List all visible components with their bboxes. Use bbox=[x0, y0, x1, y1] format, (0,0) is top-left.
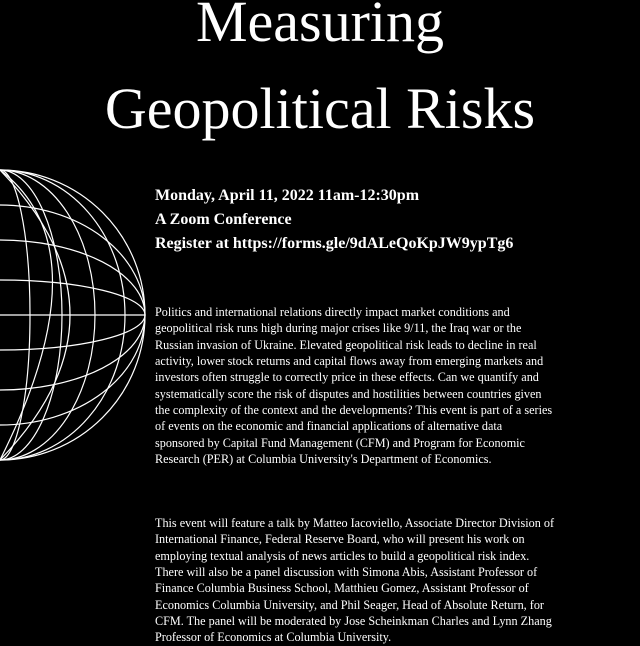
paragraph-line: This event will feature a talk by Matteo Iacoviello, Associate Director Division of bbox=[155, 516, 555, 530]
paragraph-line: geopolitical risk runs high during major crises like 9/11, the Iraq war or the bbox=[155, 321, 522, 336]
event-info bbox=[155, 184, 625, 256]
paragraph-line: Economics Columbia University, and Phil Seager, Head of Absolute Return, for bbox=[155, 597, 544, 612]
paragraph-line: sponsored by Capital Fund Management (CFM) and Program for Economic bbox=[155, 435, 525, 450]
paragraph-line: the complexity of the context and the developments? This event is part of a series bbox=[155, 403, 553, 418]
paragraph-line: Finance Columbia Business School, Matthieu Gomez, Assistant Professor of bbox=[155, 581, 529, 596]
title-line-1: Measuring bbox=[195, 0, 445, 54]
event-register-link[interactable]: Register at https://forms.gle/9dALeQoKpJW9ypTg6 bbox=[155, 235, 514, 252]
description-paragraph bbox=[155, 304, 627, 467]
event-date-time: Monday, April 11, 2022 11am-12:30pm bbox=[155, 187, 420, 204]
paragraph-line: activity, lower stock returns and capital flows away from emerging markets and bbox=[155, 354, 544, 369]
paragraph-line: Russian invasion of Ukraine. Elevated geopolitical risk leads to decline in real bbox=[155, 337, 537, 352]
title-line-2: Geopolitical Risks bbox=[104, 76, 536, 141]
paragraph-line: investors often struggle to correctly price in these effects. Can we quantify and bbox=[155, 370, 539, 385]
speakers-paragraph bbox=[155, 515, 627, 646]
paragraph-line: Research (PER) at Columbia University's Department of Economics. bbox=[155, 452, 492, 467]
paragraph-line: CFM. The panel will be moderated by Jose Scheinkman Charles and Lynn Zhang bbox=[155, 614, 552, 629]
paragraph-line: employing textual analysis of news articles to build a geopolitical risk index. bbox=[155, 548, 530, 563]
paragraph-line: International Finance, Federal Reserve Board, who will present his work on bbox=[155, 532, 525, 547]
paragraph-line: Politics and international relations directly impact market conditions and bbox=[155, 305, 510, 319]
paragraph-line: There will also be a panel discussion with Simona Abis, Assistant Professor of bbox=[155, 565, 538, 580]
paragraph-line: Professor of Economics at Columbia University. bbox=[155, 630, 392, 645]
globe-icon bbox=[0, 140, 150, 500]
paragraph-line: systematically score the risk of disputes and hostilities between countries given bbox=[155, 386, 542, 401]
event-venue: A Zoom Conference bbox=[155, 211, 292, 228]
paragraph-line: of events on the economic and financial applications of alternative data bbox=[155, 419, 503, 434]
